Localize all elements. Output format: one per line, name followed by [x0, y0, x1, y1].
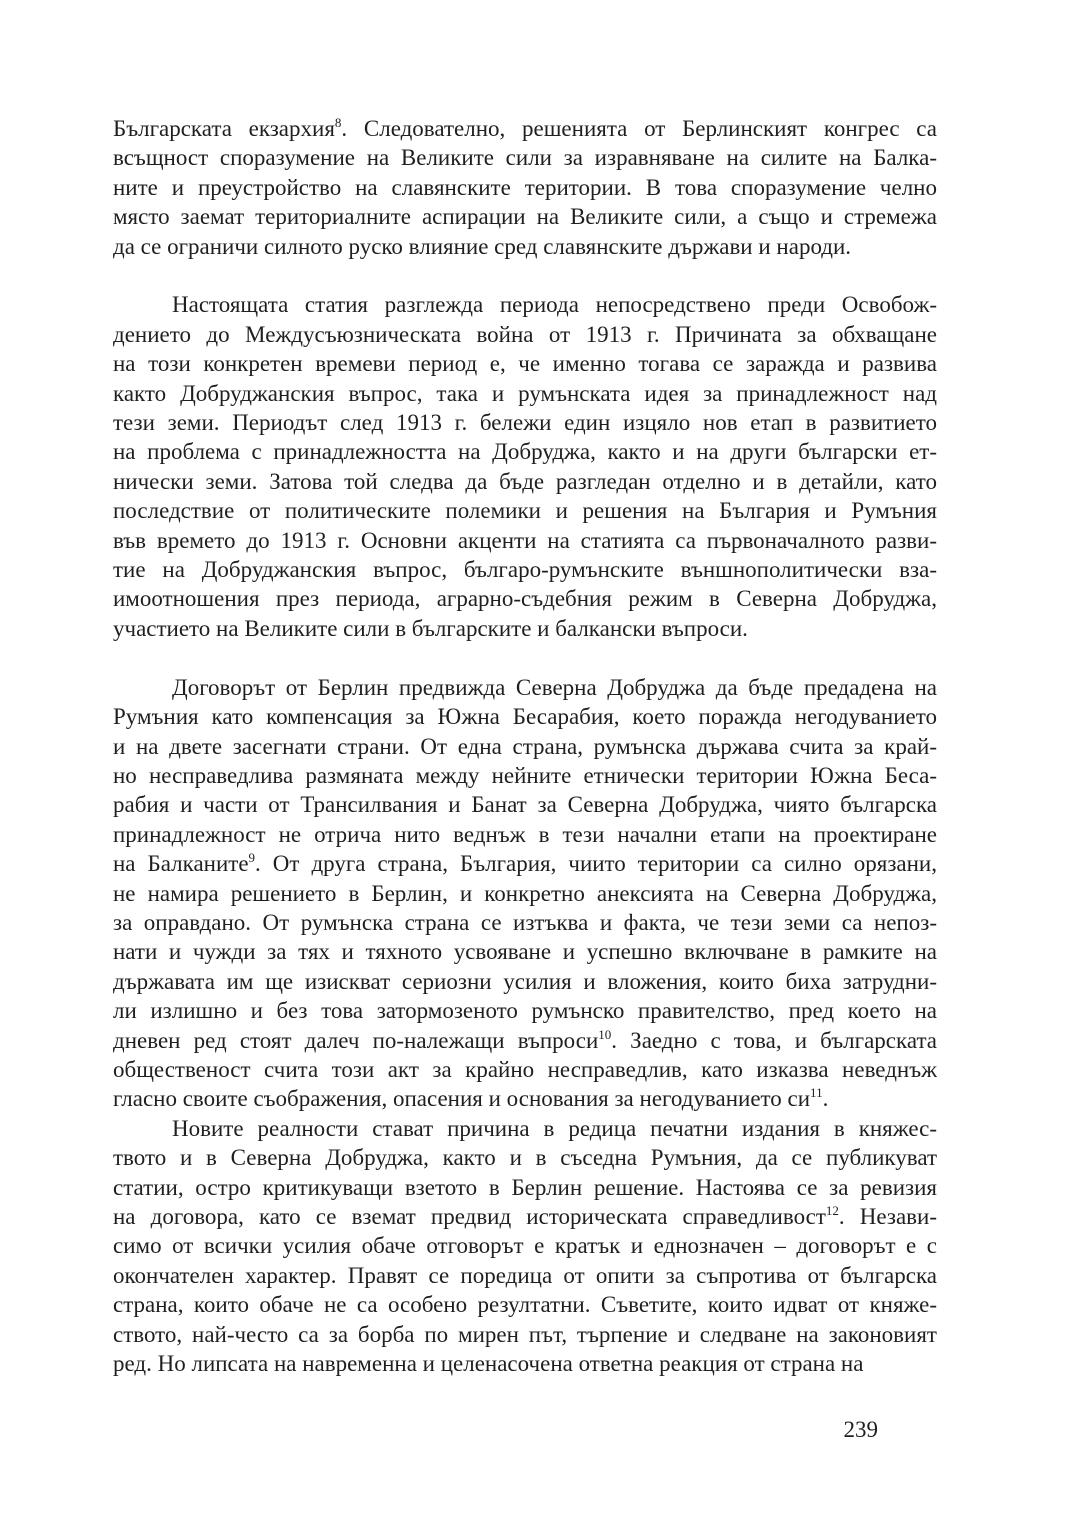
- page-number: 239: [843, 1417, 878, 1442]
- text-line: дението до Междусъюзническата война от 1913 г. Причината за обхващане: [113, 321, 937, 347]
- text-line: статии, остро критикуващи взетото в Берлин решение. Настоява се за ревизия: [113, 1174, 937, 1200]
- text-line: участието на Великите сили в българските и балкански въпроси.: [113, 615, 748, 641]
- text-line: място заемат териториалните аспирации на Великите сили, а също и стремежа: [113, 204, 937, 230]
- text-line: твото и в Северна Добруджа, както и в съседна Румъния, да се публикуват: [113, 1145, 937, 1171]
- text-line: във времето до 1913 г. Основни акценти на статията са първоначалното разви-: [113, 527, 937, 553]
- text-segment: . Следователно, решенията от Берлинският конгрес са: [341, 116, 938, 141]
- text-line: страна, които обаче не са особено резултатни. Съветите, които идват от княже-: [113, 1292, 937, 1318]
- text-line: държавата им ще изискват сериозни усилия и вложения, които биха затрудни-: [113, 968, 937, 994]
- text-segment: . От друга страна, България, чиито територии са силно орязани,: [255, 851, 937, 877]
- text-line: рабия и части от Трансилвания и Банат за Северна Добруджа, чиято българска: [113, 792, 937, 818]
- footnote-ref: 10: [598, 1026, 612, 1042]
- text-segment: гласно своите съображения, опасения и основания за негодуванието си: [113, 1086, 811, 1112]
- text-line: симо от всички усилия обаче отговорът е кратък и еднозначен – договорът е с: [113, 1233, 937, 1259]
- text-line: всъщност споразумение на Великите сили за изравняване на силите на Балка-: [113, 145, 937, 171]
- footnote-ref: 11: [810, 1085, 823, 1101]
- text-segment: на Балканите: [113, 851, 249, 877]
- paragraph: [113, 290, 937, 643]
- text-line: ред. Но липсата на навременна и целенасочена ответна реакция от страна на: [113, 1351, 864, 1377]
- text-line: и на двете засегнати страни. От една страна, румънска държава счита за край-: [113, 733, 937, 759]
- text-segment: .: [822, 1086, 829, 1112]
- text-segment: на договора, като се вземат предвид историческата справедливост: [113, 1204, 826, 1229]
- text-line: но несправедлива размяната между нейните етнически територии Южна Беса-: [113, 762, 937, 788]
- text-line: ните и преустройство на славянските територии. В това споразумение челно: [113, 174, 937, 200]
- text-line: последствие от политическите полемики и решения на България и Румъния: [113, 498, 937, 524]
- text-line: [113, 1026, 937, 1055]
- text-line: да се ограничи силното руско влияние сред славянските държави и народи.: [113, 233, 852, 259]
- text-line: Настоящата статия разглежда периода непосредствено преди Освобож-: [172, 292, 937, 318]
- text-line: ли излишно и без това затормозеното румънско правителство, пред което на: [113, 998, 937, 1024]
- text-line: [113, 849, 937, 878]
- footnote-ref: 9: [248, 850, 256, 866]
- text-line: за оправдано. От румънска страна се изтъква и факта, че тези земи са непоз-: [113, 909, 937, 935]
- text-line: на този конкретен времеви период е, че именно тогава се заражда и развива: [113, 351, 937, 377]
- page-body-text: [113, 114, 937, 1378]
- text-line: принадлежност не отрича нито веднъж в тези начални етапи на проектиране: [113, 821, 937, 847]
- text-segment: дневен ред стоят далеч по-належащи въпроси: [113, 1027, 599, 1053]
- text-line: [113, 1084, 937, 1113]
- text-line: нически земи. Затова той следва да бъде разгледан отделно и в детайли, като: [113, 468, 937, 494]
- text-line: както Добруджанския въпрос, така и румънската идея за принадлежност над: [113, 380, 937, 406]
- paragraph: [113, 673, 937, 1114]
- footnote-ref: 12: [825, 1203, 839, 1218]
- paragraph: [113, 1114, 937, 1379]
- text-line: ството, най-често са за борба по мирен път, търпение и следване на законовият: [113, 1321, 937, 1347]
- text-line: Новите реалности стават причина в редица печатни издания в княжес-: [172, 1115, 937, 1141]
- paragraph: [113, 114, 937, 261]
- text-segment: . Незави-: [838, 1204, 937, 1229]
- text-line: Румъния като компенсация за Южна Бесарабия, което поражда негодуванието: [113, 704, 937, 730]
- footnote-ref: 8: [334, 115, 342, 130]
- text-line: на проблема с принадлежността на Добруджа, както и на други български ет-: [113, 439, 937, 465]
- text-line: [113, 1202, 937, 1231]
- text-line: общественост счита този акт за крайно несправедлив, като изказва неведнъж: [113, 1056, 937, 1082]
- text-line: [113, 114, 937, 143]
- text-line: имоотношения през периода, аграрно-съдебния режим в Северна Добруджа,: [113, 586, 937, 612]
- text-line: не намира решението в Берлин, и конкретно анексията на Северна Добруджа,: [113, 880, 937, 906]
- text-segment: Българската екзархия: [113, 116, 335, 141]
- text-line: Договорът от Берлин предвижда Северна Добруджа да бъде предадена на: [172, 674, 937, 700]
- text-segment: . Заедно с това, и българската: [611, 1027, 937, 1053]
- text-line: нати и чужди за тях и тяхното усвояване и успешно включване в рамките на: [113, 939, 937, 965]
- text-line: тие на Добруджанския въпрос, българо-румънските външнополитически вза-: [113, 557, 937, 583]
- text-line: окончателен характер. Правят се поредица от опити за съпротива от българска: [113, 1262, 937, 1288]
- text-line: тези земи. Периодът след 1913 г. бележи един изцяло нов етап в развитието: [113, 410, 937, 436]
